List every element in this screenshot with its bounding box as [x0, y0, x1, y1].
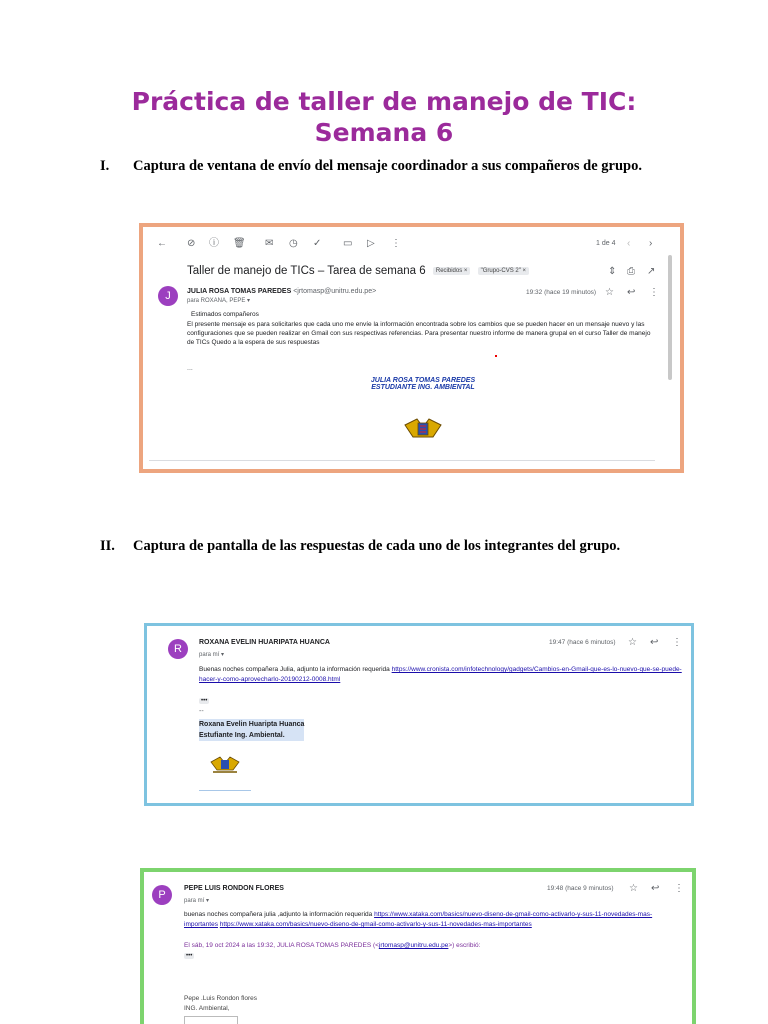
signature-role: Estufiante Ing. Ambiental.: [199, 730, 304, 741]
pager-text: 1 de 4: [596, 240, 616, 247]
mark-unread-icon[interactable]: ✉: [265, 238, 274, 249]
show-trimmed-button[interactable]: •••: [201, 698, 208, 704]
delete-icon[interactable]: 🗑: [233, 238, 246, 249]
university-emblem-icon: [209, 754, 241, 774]
recipients[interactable]: para ROXANA, PEPE ▾: [187, 298, 251, 304]
more-vertical-icon[interactable]: ⋮: [674, 883, 684, 894]
recipients[interactable]: para mí ▾: [184, 898, 210, 904]
timestamp: 19:32 (hace 19 minutos): [526, 289, 597, 296]
older-chevron-icon[interactable]: ›: [649, 238, 653, 249]
section-1: [100, 157, 660, 176]
red-dot: [495, 355, 497, 357]
avatar[interactable]: P: [152, 885, 172, 905]
screenshot-reply-pepe: [140, 868, 696, 1024]
star-icon[interactable]: ☆: [629, 883, 638, 894]
back-arrow-icon[interactable]: ←: [157, 238, 167, 249]
label-chip-inbox[interactable]: Recibidos ×: [433, 267, 471, 275]
university-emblem-icon: [403, 415, 443, 443]
reply-icon[interactable]: ↩: [651, 883, 660, 894]
reply-icon[interactable]: ↩: [627, 287, 636, 298]
document-title: [0, 86, 768, 148]
body-text: buenas noches compañera julia ,adjunto la información requerida: [184, 911, 373, 918]
section-1-number: I.: [100, 158, 110, 174]
section-2-text: Captura de pantalla de las respuestas de cada uno de los integrantes del grupo.: [133, 538, 621, 554]
star-icon[interactable]: ☆: [628, 637, 637, 648]
signature-name: Pepe .Luis Rondon flores: [184, 995, 257, 1002]
report-spam-icon[interactable]: ⓘ: [209, 238, 219, 249]
divider: [149, 460, 655, 461]
quote-prefix: El sáb, 19 oct 2024 a las 19:32, JULIA ROSA TOMAS PAREDES (<: [184, 942, 379, 949]
signature-role: ESTUDIANTE ING. AMBIENTAL: [371, 384, 475, 391]
email-subject: [187, 265, 529, 277]
recipients[interactable]: para mí ▾: [199, 652, 225, 658]
screenshot-reply-roxana: [144, 623, 694, 806]
section-2-number: II.: [100, 538, 115, 554]
section-1-text: Captura de ventana de envío del mensaje coordinador a sus compañeros de grupo.: [133, 158, 643, 174]
sender-name: PEPE LUIS RONDON FLORES: [184, 885, 284, 892]
screenshot-sent-email: [139, 223, 684, 473]
avatar[interactable]: R: [168, 639, 188, 659]
avatar[interactable]: J: [158, 286, 178, 306]
signature-name: Roxana Evelin Huaripta Huanca: [199, 721, 305, 728]
label-chip-group[interactable]: "Grupo-CVS 2" ×: [478, 267, 529, 275]
timestamp: 19:47 (hace 6 minutos): [549, 639, 616, 646]
sender-email: <jrtomasp@unitru.edu.pe>: [293, 288, 377, 295]
newer-chevron-icon[interactable]: ‹: [627, 238, 631, 249]
email-body: El presente mensaje es para solicitarles que cada uno me envíe la información encontrada sobre los cambios que se pueden hacer en un mensaje nuevo y las configuraciones que se pueden realizar en Gmail con sus respectivas referencias. Para presentar nuestro informe de manera grupal en el curso Taller de manejo de TICs Quedo a la espera de sus respuestas: [187, 321, 651, 346]
reference-link[interactable]: https://www.cronista.com/infotechnology/gadgets/Cambios-en-Gmail-que-es-lo-nuevo-que-se-puede-hacer-y-como-aprovecharlo-20190212-0008.html: [199, 666, 682, 683]
add-task-icon[interactable]: ✓: [313, 238, 322, 249]
reference-link-1[interactable]: https://www.xataka.com/basics/nuevo-diseno-de-gmail-como-activarlo-y-sus-11-novedades-mas-importantes: [184, 911, 653, 928]
sender-name: ROXANA EVELIN HUARIPATA HUANCA: [199, 639, 330, 646]
quoted-header: [184, 942, 674, 949]
signature: [199, 719, 304, 741]
reference-link-2[interactable]: https://www.xataka.com/basics/nuevo-diseno-de-gmail-como-activarlo-y-sus-11-novedades-mas-importantes: [219, 921, 532, 928]
broken-image-placeholder: [184, 1016, 238, 1024]
signature-role: ING. Ambiental,: [184, 1005, 230, 1012]
email-body: [184, 910, 674, 930]
sender-name: JULIA ROSA TOMAS PAREDES: [187, 288, 292, 295]
more-vertical-icon[interactable]: ⋮: [672, 637, 682, 648]
move-to-icon[interactable]: ▭: [343, 238, 353, 249]
ellipsis: ...: [187, 365, 193, 372]
expand-icon[interactable]: ⇕: [608, 266, 617, 277]
greeting: Estimados compañeros: [191, 311, 259, 318]
sender-line: [187, 288, 376, 295]
quote-suffix: >) escribió:: [448, 942, 481, 949]
quote-email-link[interactable]: jrtomasp@unitru.edu.pe: [378, 942, 449, 949]
more-vertical-icon[interactable]: ⋮: [649, 287, 659, 298]
signature: [343, 377, 503, 391]
more-vertical-icon[interactable]: ⋮: [391, 238, 401, 249]
label-icon[interactable]: ▷: [367, 238, 375, 249]
open-new-window-icon[interactable]: ↗: [647, 266, 656, 277]
snooze-icon[interactable]: ◷: [289, 238, 298, 249]
signature: [184, 994, 257, 1014]
star-icon[interactable]: ☆: [605, 287, 614, 298]
show-trimmed-button[interactable]: •••: [186, 953, 193, 959]
signature-name: JULIA ROSA TOMAS PAREDES: [370, 377, 476, 384]
print-icon[interactable]: ⎙: [627, 266, 635, 277]
signature-dash: --: [199, 708, 204, 715]
section-2: [100, 537, 660, 556]
title-line-2: Semana 6: [314, 118, 454, 147]
timestamp: 19:48 (hace 9 minutos): [547, 885, 614, 892]
email-body: [199, 665, 687, 685]
reply-icon[interactable]: ↩: [650, 637, 659, 648]
subject-text: Taller de manejo de TICs – Tarea de semana 6: [187, 265, 426, 277]
divider: [199, 790, 251, 791]
title-line-1: Práctica de taller de manejo de TIC:: [131, 87, 637, 116]
scrollbar[interactable]: [668, 255, 672, 380]
body-text: Buenas noches compañera Julia, adjunto la información requerida: [199, 666, 390, 673]
archive-icon[interactable]: ⊘: [187, 238, 196, 249]
